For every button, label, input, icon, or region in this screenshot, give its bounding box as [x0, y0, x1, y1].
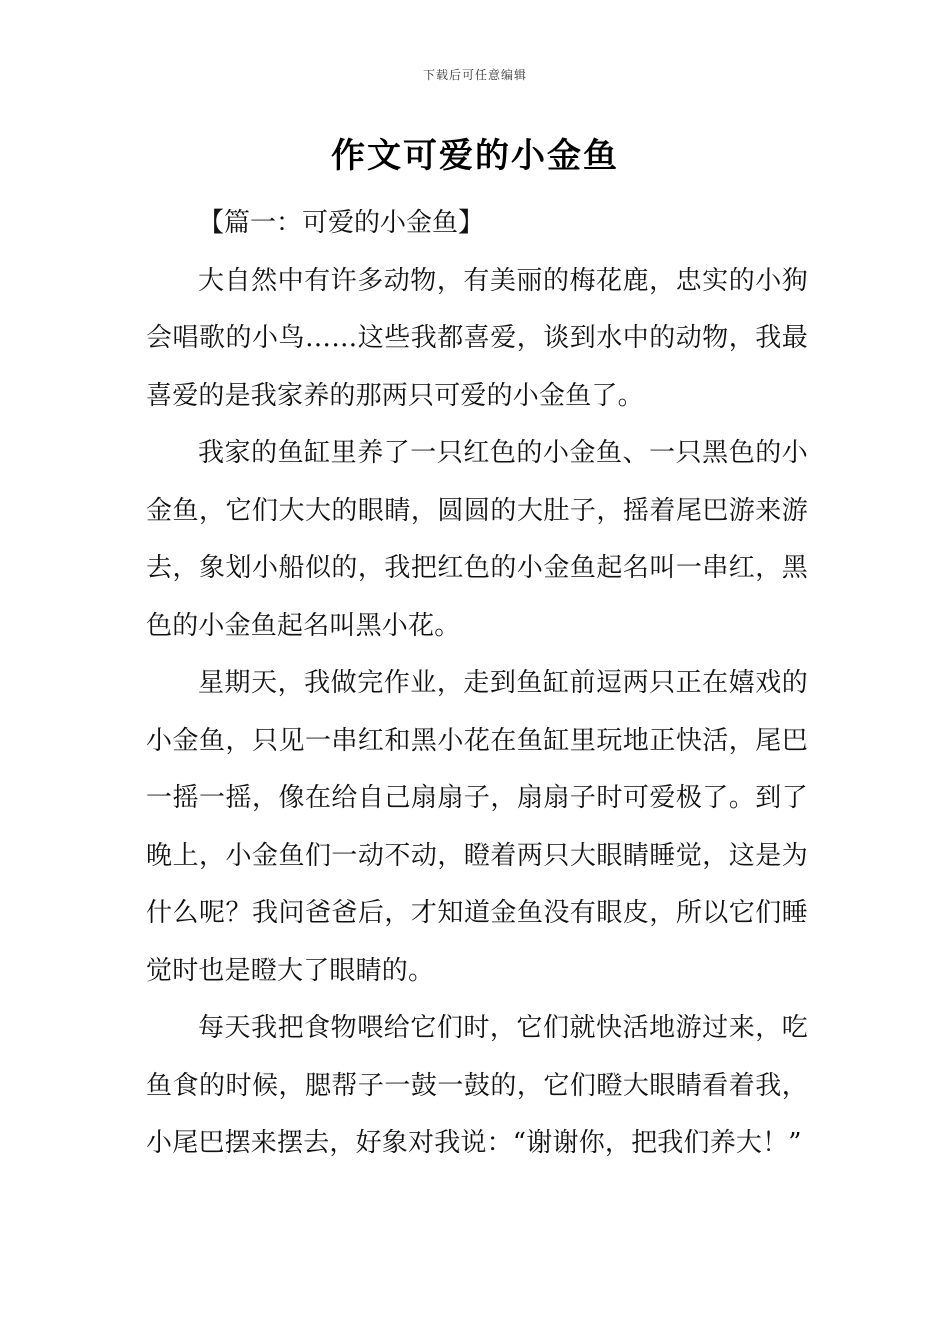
paragraph-3: 星期天，我做完作业，走到鱼缸前逗两只正在嬉戏的小金鱼，只见一串红和黑小花在鱼缸里玩地正快活，尾巴一摇一摇，像在给自己扇扇子，扇扇子时可爱极了。到了晚上，小金鱼们一动不动，瞪着两只大眼睛睡觉，这是为什么呢？我问爸爸后，才知道金鱼没有眼皮，所以它们睡觉时也是瞪大了眼睛的。 — [146, 668, 808, 986]
section-heading: 【篇一：可爱的小金鱼】 — [198, 208, 485, 238]
paragraph-1: 大自然中有许多动物，有美丽的梅花鹿，忠实的小狗会唱歌的小鸟……这些我都喜爱，谈到水中的动物，我最喜爱的是我家养的那两只可爱的小金鱼了。 — [146, 265, 808, 411]
paragraph-4: 每天我把食物喂给它们时，它们就快活地游过来，吃鱼食的时候，腮帮子一鼓一鼓的，它们瞪大眼睛看着我，小尾巴摆来摆去，好象对我说：“谢谢你，把我们养大！” — [146, 1013, 808, 1158]
paragraph-2: 我家的鱼缸里养了一只红色的小金鱼、一只黑色的小金鱼，它们大大的眼睛，圆圆的大肚子，摇着尾巴游来游去，象划小船似的，我把红色的小金鱼起名叫一串红，黑色的小金鱼起名叫黑小花。 — [146, 438, 808, 641]
document-title: 作文可爱的小金鱼 — [331, 136, 619, 176]
header-note: 下载后可任意编辑 — [422, 68, 527, 82]
article-body — [146, 195, 808, 1173]
